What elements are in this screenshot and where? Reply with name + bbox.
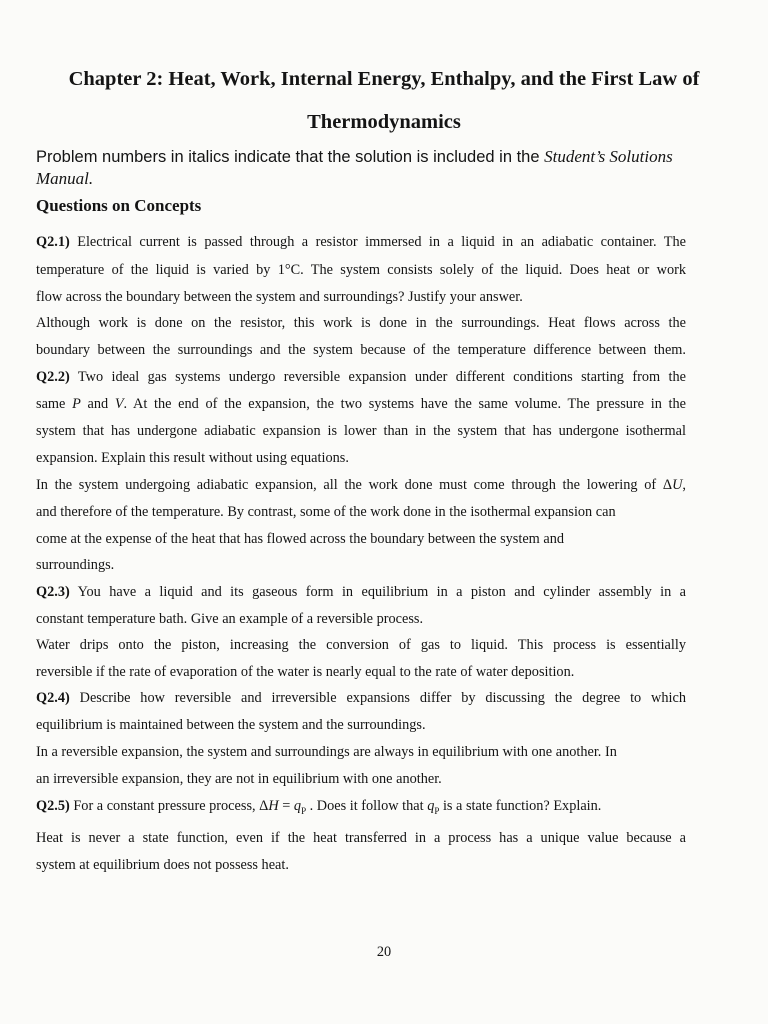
q2-1-line-2: temperature of the liquid is varied by 1°C. The system consists solely of the liquid. Does heat or work	[36, 262, 686, 278]
q2-3-line-1: Q2.3) You have a liquid and its gaseous form in equilibrium in a piston and cylinder assembly in a	[36, 584, 686, 600]
q2-2-answer-line-3: come at the expense of the heat that has flowed across the boundary between the system and	[36, 531, 565, 547]
q2-1-line-1: Q2.1) Electrical current is passed through a resistor immersed in a liquid in an adiabatic container. The	[36, 234, 686, 250]
q2-2-number: Q2.2)	[36, 369, 70, 385]
chapter-title-line-1: Chapter 2: Heat, Work, Internal Energy, Enthalpy, and the First Law of	[68, 68, 700, 90]
q2-5-answer-line-1: Heat is never a state function, even if the heat transferred in a process has a unique value because a	[36, 830, 686, 846]
chapter-title	[30, 60, 738, 141]
q2-1-number: Q2.1)	[36, 234, 70, 250]
q2-4-line-2: equilibrium is maintained between the system and the surroundings.	[36, 717, 426, 733]
q2-3-number: Q2.3)	[36, 584, 70, 600]
q2-2-answer-line-1: In the system undergoing adiabatic expansion, all the work done must come through the lowering of ΔU,	[36, 477, 686, 493]
q2-2-line-4: expansion. Explain this result without using equations.	[36, 450, 349, 466]
page-number: 20	[376, 944, 392, 960]
q2-4-answer-line-2: an irreversible expansion, they are not in equilibrium with one another.	[36, 771, 442, 787]
q2-2-line-1: Q2.2) Two ideal gas systems undergo reversible expansion under different conditions starting from the	[36, 369, 686, 385]
q2-4-number: Q2.4)	[36, 690, 70, 706]
manual-title-part-2: Manual.	[36, 169, 94, 188]
q2-2-answer-line-4: surroundings.	[36, 557, 115, 573]
q2-3-answer-line-1: Water drips onto the piston, increasing the conversion of gas to liquid. This process is essentially	[36, 637, 686, 653]
q2-5-line-1: Q2.5) For a constant pressure process, $\Delta H = q_P$ . Does it follow that $q_P$ is a state function? Explain.	[36, 798, 602, 816]
manual-title-part-1: Student’s Solutions	[544, 147, 673, 166]
intro-note	[36, 146, 736, 190]
q2-4-answer-line-1: In a reversible expansion, the system and surroundings are always in equilibrium with one another. In	[36, 744, 617, 760]
q2-2-answer-line-2: and therefore of the temperature. By contrast, some of the work done in the isothermal expansion can	[36, 504, 616, 520]
q2-2-line-2: same P and V. At the end of the expansion, the two systems have the same volume. The pressure in the	[36, 396, 686, 412]
intro-text: Problem numbers in italics indicate that the solution is included in the	[36, 148, 545, 166]
q2-1-line-3: flow across the boundary between the system and surroundings? Justify your answer.	[36, 289, 523, 305]
q2-2-line-3: system that has undergone adiabatic expansion is lower than in the system that has undergone isothermal	[36, 423, 686, 439]
q2-1-answer-line-1: Although work is done on the resistor, this work is done in the surroundings. Heat flows across the	[36, 315, 686, 331]
section-heading: Questions on Concepts	[36, 196, 202, 215]
chapter-title-line-2: Thermodynamics	[307, 111, 461, 133]
q2-5-answer-line-2: system at equilibrium does not possess heat.	[36, 857, 289, 873]
q2-3-line-2: constant temperature bath. Give an example of a reversible process.	[36, 611, 424, 627]
q2-4-line-1: Q2.4) Describe how reversible and irreversible expansions differ by discussing the degree to which	[36, 690, 686, 706]
q2-3-answer-line-2: reversible if the rate of evaporation of the water is nearly equal to the rate of water deposition.	[36, 664, 575, 680]
q2-5-number: Q2.5)	[36, 798, 70, 814]
q2-1-answer-line-2: boundary between the surroundings and the system because of the temperature difference between them.	[36, 342, 686, 358]
